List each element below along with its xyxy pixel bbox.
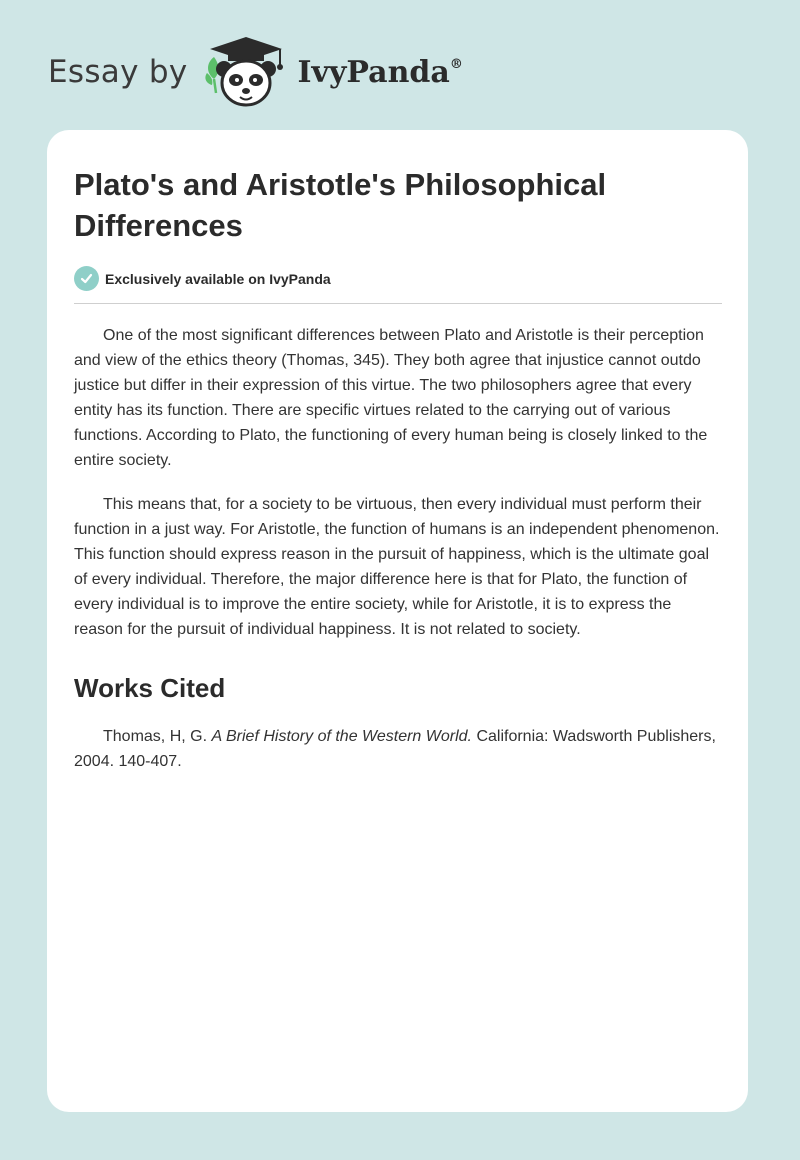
divider bbox=[74, 303, 722, 304]
essay-card bbox=[47, 130, 748, 1112]
ivypanda-logo[interactable] bbox=[200, 33, 463, 111]
paragraph-2: This means that, for a society to be virtuous, then every individual must perform their function in a just way. For Aristotle, the function of humans is an independent phenomenon. This function should express reason in the pursuit of happiness, which is the ultimate goal of every individual. Therefore, the major difference here is that for Plato, the function of every individual is to improve the entire society, while for Aristotle, it is to express the reason for the pursuit of individual happiness. It is not related to society. bbox=[74, 496, 720, 638]
citation-title: A Brief History of the Western World. bbox=[211, 728, 472, 745]
paragraph-1: One of the most significant differences between Plato and Aristotle is their perception and view of the ethics theory (Thomas, 345). They both agree that injustice cannot outdo justice but differ in their expression of this virtue. The two philosophers agree that every entity has its function. There are specific virtues related to the carrying out of various functions. According to Plato, the functioning of every human being is closely linked to the entire society. bbox=[74, 327, 708, 469]
brand-name: IvyPanda® bbox=[297, 54, 463, 90]
exclusive-badge bbox=[74, 266, 722, 291]
exclusive-badge-label: Exclusively available on IvyPanda bbox=[105, 270, 331, 287]
citation: Thomas, H, G. A Brief History of the Western World. California: Wadsworth Publishers, 2004. 140-407. bbox=[74, 728, 716, 770]
works-cited-heading: Works Cited bbox=[74, 673, 226, 703]
panda-graduation-cap-icon bbox=[200, 33, 292, 111]
essay-title: Plato's and Aristotle's Philosophical Differences bbox=[74, 167, 607, 243]
essay-by-label: Essay by bbox=[48, 54, 188, 90]
site-header bbox=[48, 32, 463, 112]
check-icon bbox=[74, 266, 99, 291]
